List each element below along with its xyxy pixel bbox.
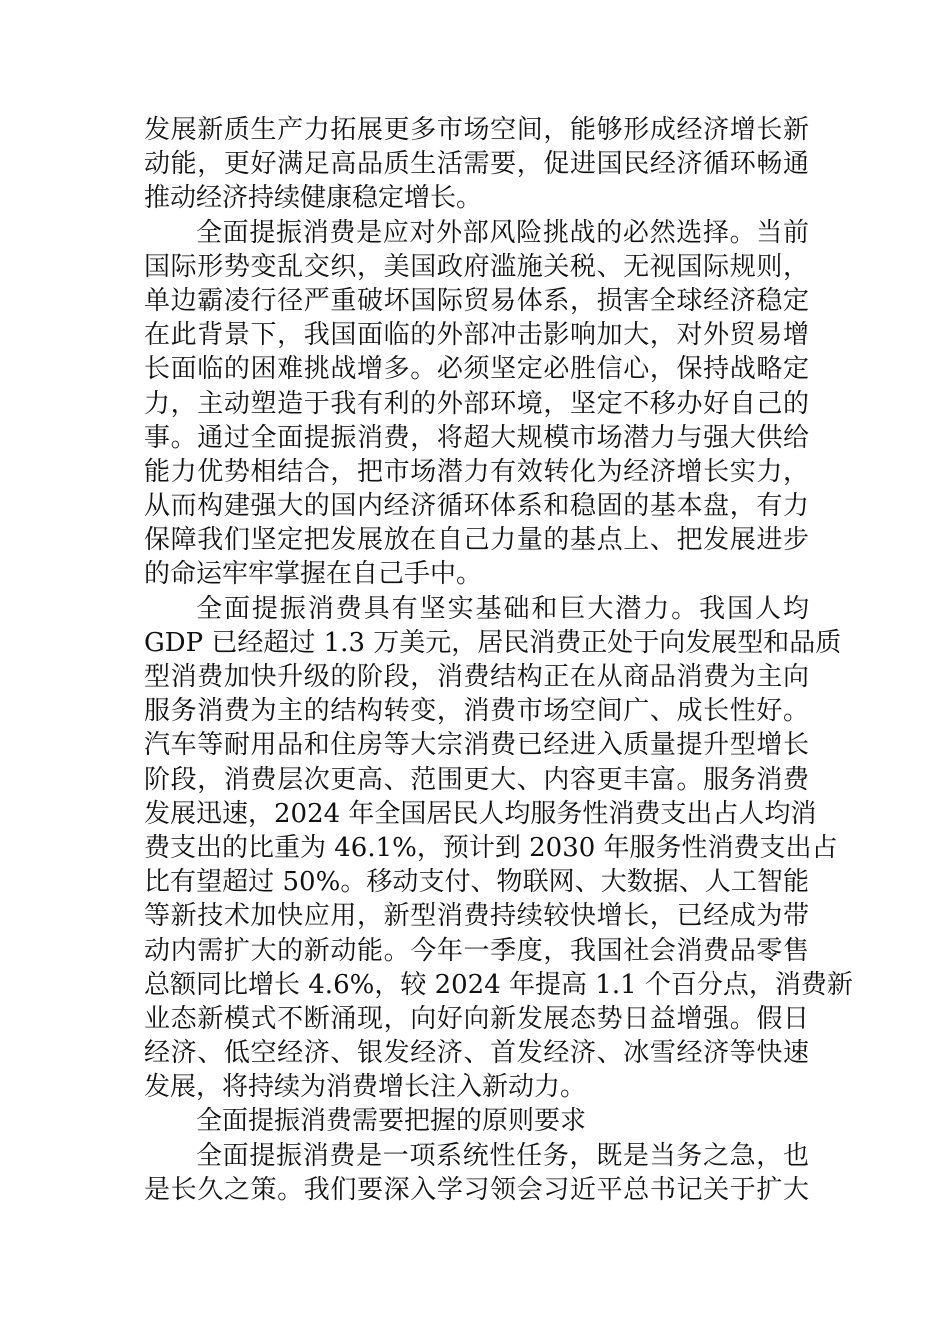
text-line: 全面提振消费是应对外部风险挑战的必然选择。当前 — [196, 217, 809, 248]
text-line: 单边霸凌行径严重破坏国际贸易体系，损害全球经济稳定 — [144, 285, 809, 316]
text-line: 费支出的比重为 46.1%，预计到 2030 年服务性消费支出占 — [144, 832, 838, 863]
text-line: 力，主动塑造于我有利的外部环境，坚定不移办好自己的 — [144, 388, 809, 419]
section-heading: 全面提振消费需要把握的原则要求 — [196, 1106, 587, 1137]
text-line: 从而构建强大的国内经济循环体系和稳固的基本盘，有力 — [144, 491, 809, 522]
document-body — [144, 113, 853, 1207]
text-line: 全面提振消费是一项系统性任务，既是当务之急，也 — [196, 1140, 809, 1171]
text-line: 发展，将持续为消费增长注入新动力。 — [144, 1072, 587, 1103]
text-line: 推动经济持续健康稳定增长。 — [144, 183, 483, 214]
text-line: 经济、低空经济、银发经济、首发经济、冰雪经济等快速 — [144, 1038, 809, 1069]
text-line: 国际形势变乱交织，美国政府滥施关税、无视国际规则， — [144, 251, 809, 282]
text-line: 阶段，消费层次更高、范围更大、内容更丰富。服务消费 — [144, 764, 809, 795]
text-line: 比有望超过 50%。移动支付、物联网、大数据、人工智能 — [144, 867, 809, 898]
text-line: 总额同比增长 4.6%，较 2024 年提高 1.1 个百分点，消费新 — [144, 969, 853, 1000]
text-line: 汽车等耐用品和住房等大宗消费已经进入质量提升型增长 — [144, 730, 809, 761]
text-line: 服务消费为主的结构转变，消费市场空间广、成长性好。 — [144, 696, 809, 727]
text-line: 是长久之策。我们要深入学习领会习近平总书记关于扩大 — [144, 1174, 809, 1205]
text-line: 动内需扩大的新动能。今年一季度，我国社会消费品零售 — [144, 935, 809, 966]
text-line: 发展新质生产力拓展更多市场空间，能够形成经济增长新 — [144, 115, 809, 145]
text-line: 等新技术加快应用，新型消费持续较快增长，已经成为带 — [144, 901, 809, 932]
text-line: 在此背景下，我国面临的外部冲击影响加大，对外贸易增 — [144, 320, 809, 351]
text-line: 发展迅速，2024 年全国居民人均服务性消费支出占人均消 — [144, 798, 817, 829]
text-line: 全面提振消费具有坚实基础和巨大潜力。我国人均 — [196, 593, 809, 624]
text-line: 能力优势相结合，把市场潜力有效转化为经济增长实力， — [144, 456, 809, 487]
text-line: 长面临的困难挑战增多。必须坚定必胜信心，保持战略定 — [144, 354, 809, 385]
text-line: 动能，更好满足高品质生活需要，促进国民经济循环畅通 — [144, 149, 809, 180]
text-line: 保障我们坚定把发展放在自己力量的基点上、把发展进步 — [144, 525, 809, 556]
text-line: GDP 已经超过 1.3 万美元，居民消费正处于向发展型和品质 — [144, 627, 842, 658]
text-line: 的命运牢牢掌握在自己手中。 — [144, 559, 483, 590]
text-line: 事。通过全面提振消费，将超大规模市场潜力与强大供给 — [144, 422, 809, 453]
text-line: 型消费加快升级的阶段，消费结构正在从商品消费为主向 — [144, 662, 809, 692]
text-line: 业态新模式不断涌现，向好向新发展态势日益增强。假日 — [144, 1003, 809, 1034]
